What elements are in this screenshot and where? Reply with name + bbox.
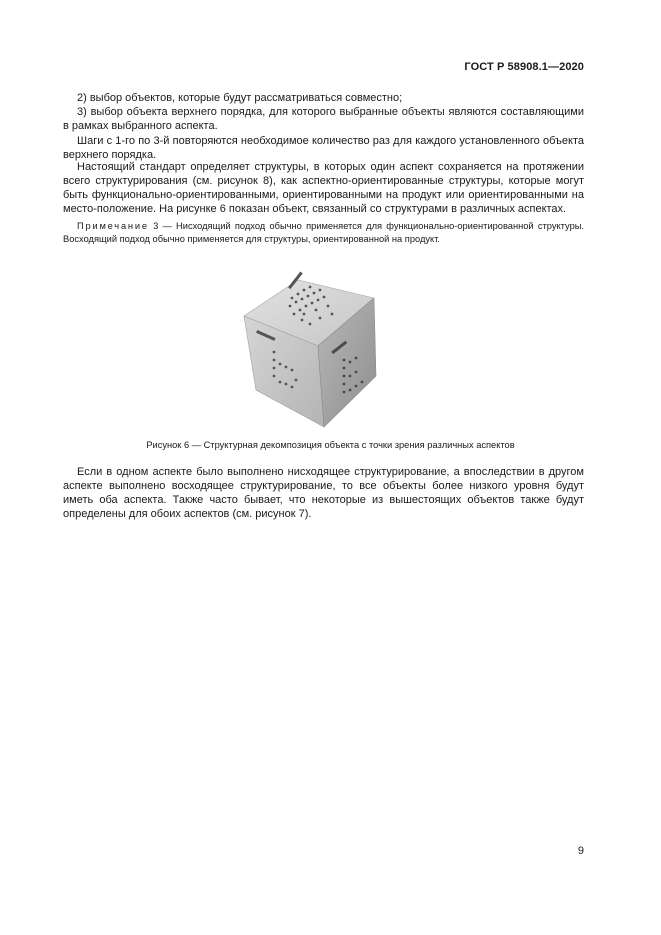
figure-6-cube-illustration <box>240 262 380 432</box>
page-number: 9 <box>577 845 584 857</box>
paragraph-step-3: 3) выбор объекта верхнего порядка, для которого выбранные объекты являются составляющими в рамках выбранного аспекта. <box>63 106 584 132</box>
note-label: Примечание <box>77 221 149 231</box>
cube <box>244 280 376 427</box>
paragraph-top-down-bottom-up: Если в одном аспекте было выполнено нисходящее структурирование, а впоследствии в другом аспекте выполнено восходящее структурирование, то все объекты более низкого уровня будут иметь оба аспекта. Также часто бывает, что некоторые из вышестоящих объектов также будут определены для обоих аспектов (см. рисунок 7). <box>63 466 584 520</box>
document-id: ГОСТ Р 58908.1—2020 <box>464 61 584 73</box>
note-3 <box>63 220 584 246</box>
paragraph-step-2: 2) выбор объектов, которые будут рассматриваться совместно; <box>77 92 403 104</box>
paragraph-repeat-steps: Шаги с 1-го по 3-й повторяются необходимое количество раз для каждого установленного объекта верхнего порядка. <box>63 135 584 161</box>
figure-caption: Рисунок 6 — Структурная декомпозиция объекта с точки зрения различных аспектов <box>146 440 515 450</box>
paragraph-aspect-structures: Настоящий стандарт определяет структуры, в которых один аспект сохраняется на протяжении всего структурирования (см. рисунок 8), как аспектно-ориентированные структуры, которые могут быть функционально-ориентированными, ориентированными на продукт или ориентированными на место-положение. На рисунке 6 показан объект, связанный со структурами в различных аспектах. <box>63 161 584 215</box>
note-text: 3 — Нисходящий подход обычно применяется для функционально-ориентированной структуры. Восходящий подход обычно применяется для структуры, ориентированной на продукт. <box>63 221 584 244</box>
